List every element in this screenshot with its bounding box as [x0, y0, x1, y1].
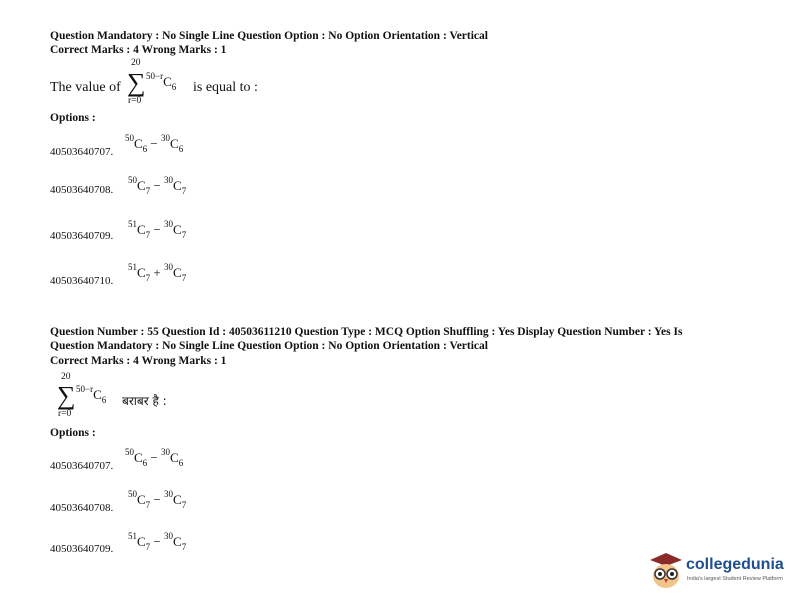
q2-sum-term: $^{50-r}C_6$: [76, 384, 107, 405]
q1-marks-line: Correct Marks : 4 Wrong Marks : 1: [50, 44, 227, 56]
collegedunia-logo: [646, 548, 786, 590]
q2-summation: [54, 372, 124, 420]
q1-summation: [124, 58, 194, 108]
q2-meta-line1: Question Number : 55 Question Id : 40503611210 Question Type : MCQ Option Shuffling : Yes Display Question Number : Yes Is: [50, 326, 683, 338]
q1-meta-line1: Question Mandatory : No Single Line Question Option : No Option Orientation : Vertical: [50, 30, 488, 42]
option-id: 40503640707.: [50, 460, 114, 472]
graduate-owl-icon: [646, 548, 686, 590]
option-id: 40503640708.: [50, 184, 114, 196]
q1-text-before: The value of: [50, 80, 121, 95]
logo-name: collegedunia: [686, 556, 784, 573]
option-expression: $^{50}C_6 - ^{30}C_6$: [125, 133, 184, 154]
option-id: 40503640709.: [50, 230, 114, 242]
option-id: 40503640708.: [50, 502, 114, 514]
sigma-icon: ∑: [57, 381, 76, 410]
q2-meta-line2: Question Mandatory : No Single Line Question Option : No Option Orientation : Vertical: [50, 340, 488, 352]
option-id: 40503640707.: [50, 146, 114, 158]
option-expression: $^{50}C_7 - ^{30}C_7$: [128, 489, 187, 510]
option-expression: $^{50}C_7 - ^{30}C_7$: [128, 175, 187, 196]
option-id: 40503640709.: [50, 543, 114, 555]
q2-sum-upper: 20: [61, 372, 71, 382]
q1-sum-term: $^{50-r}C_6$: [146, 71, 177, 92]
q2-sum-lower: r=0: [58, 409, 72, 419]
option-expression: $^{51}C_7 - ^{30}C_7$: [128, 531, 187, 552]
q1-sum-lower: r=0: [128, 96, 142, 106]
q1-options-label: Options :: [50, 112, 96, 124]
q1-sum-upper: 20: [131, 58, 141, 68]
logo-tagline: India's largest Student Review Platform: [687, 576, 783, 582]
option-expression: $^{51}C_7 - ^{30}C_7$: [128, 219, 187, 240]
q1-text-after: is equal to :: [193, 80, 258, 95]
option-id: 40503640710.: [50, 275, 114, 287]
sigma-icon: ∑: [127, 68, 146, 97]
option-expression: $^{50}C_6 - ^{30}C_6$: [125, 447, 184, 468]
option-expression: $^{51}C_7 + ^{30}C_7$: [128, 262, 187, 283]
q2-marks-line: Correct Marks : 4 Wrong Marks : 1: [50, 355, 227, 367]
q2-options-label: Options :: [50, 427, 96, 439]
q2-text-after: बराबर है :: [122, 394, 167, 408]
